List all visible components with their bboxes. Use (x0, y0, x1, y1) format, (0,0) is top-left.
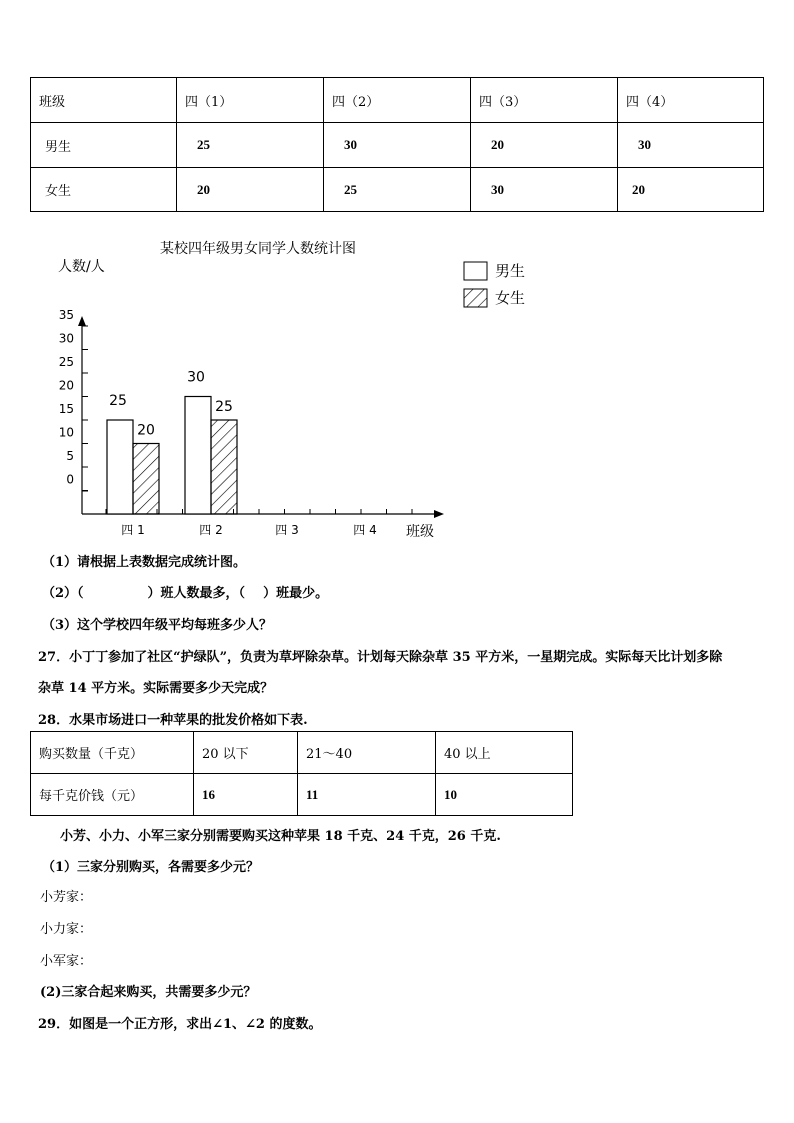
bar-girls (133, 444, 159, 515)
header-class: 班级 (31, 78, 177, 123)
y-tick-label: 25 (58, 355, 74, 369)
row-label-boys: 男生 (31, 123, 177, 168)
question-2-part-c: ）班最少。 (263, 586, 329, 601)
cell-boys-3: 20 (471, 123, 618, 168)
bar-value-label: 25 (215, 399, 233, 415)
category-label: 四 1 (121, 523, 145, 537)
answer-label-fang: 小芳家： (40, 890, 93, 905)
bar-chart (0, 230, 560, 550)
cell-girls-2: 25 (324, 168, 471, 212)
question-27-line-1: 27．小丁丁参加了社区“护绿队”，负责为草坪除杂草。计划每天除杂草 35 平方米，一星期完成。实际每天比计划多除 (38, 650, 723, 665)
x-axis-label: 班级 (406, 524, 434, 540)
y-tick-label: 30 (58, 331, 74, 346)
x-axis-arrow (434, 510, 444, 518)
question-1: （1）请根据上表数据完成统计图。 (42, 555, 247, 570)
header-class-3: 四（3） (471, 78, 618, 123)
category-label: 四 3 (275, 523, 299, 537)
price-range-3: 40 以上 (436, 732, 573, 774)
header-class-4: 四（4） (618, 78, 764, 123)
cell-girls-1: 20 (177, 168, 324, 212)
row-label-girls: 女生 (31, 168, 177, 212)
bar-boys (107, 420, 133, 514)
price-value-2: 11 (298, 774, 436, 816)
question-2-part-b: ）班人数最多，（ (147, 586, 246, 601)
y-axis-arrow (78, 316, 86, 326)
y-tick-label: 10 (58, 425, 74, 440)
price-range-2: 21～40 (298, 732, 436, 774)
header-class-2: 四（2） (324, 78, 471, 123)
bar-value-label: 20 (137, 422, 155, 439)
y-tick-label: 20 (58, 378, 74, 393)
question-28-intro: 小芳、小力、小军三家分别需要购买这种苹果 18 千克、24 千克，26 千克. (60, 829, 501, 844)
question-3: （3）这个学校四年级平均每班多少人？ (42, 618, 273, 633)
header-class-1: 四（1） (177, 78, 324, 123)
price-value-3: 10 (436, 774, 573, 816)
y-axis-label: 人数/人 (58, 259, 105, 275)
answer-label-jun: 小军家： (40, 954, 93, 969)
bar-girls (211, 420, 237, 514)
bar-value-label: 25 (109, 393, 127, 409)
category-label: 四 2 (199, 523, 223, 537)
category-label: 四 4 (353, 523, 377, 537)
cell-boys-4: 30 (618, 123, 764, 168)
legend-swatch-boys (464, 262, 487, 280)
question-2-part-a: （2）（ (42, 586, 84, 601)
price-value-1: 16 (194, 774, 298, 816)
y-tick-label: 5 (66, 449, 74, 463)
cell-girls-4: 20 (618, 168, 764, 212)
cell-boys-1: 25 (177, 123, 324, 168)
class-count-table (30, 77, 764, 212)
legend-label-girls: 女生 (495, 289, 526, 307)
question-28-2: (2)三家合起来购买，共需要多少元？ (40, 985, 257, 1000)
y-tick-label: 35 (58, 308, 74, 322)
bar-boys (185, 397, 211, 515)
price-header-quantity: 购买数量（千克） (31, 732, 194, 774)
legend-swatch-girls (464, 289, 487, 307)
answer-label-li: 小力家： (40, 922, 93, 937)
cell-girls-3: 30 (471, 168, 618, 212)
y-tick-label: 0 (66, 472, 74, 487)
question-28: 28．水果市场进口一种苹果的批发价格如下表. (38, 713, 308, 728)
cell-boys-2: 30 (324, 123, 471, 168)
question-27-line-2: 杂草 14 平方米。实际需要多少天完成？ (38, 681, 274, 696)
question-29: 29．如图是一个正方形，求出∠1、∠2 的度数。 (38, 1017, 322, 1032)
chart-title: 某校四年级男女同学人数统计图 (160, 241, 356, 257)
bar-value-label: 30 (187, 369, 205, 386)
y-tick-label: 15 (58, 402, 74, 416)
price-table (30, 731, 573, 816)
legend-label-boys: 男生 (495, 262, 526, 280)
question-2 (42, 582, 328, 601)
question-28-1: （1）三家分别购买，各需要多少元？ (42, 860, 260, 875)
price-range-1: 20 以下 (194, 732, 298, 774)
price-header-unit: 每千克价钱（元） (31, 774, 194, 816)
